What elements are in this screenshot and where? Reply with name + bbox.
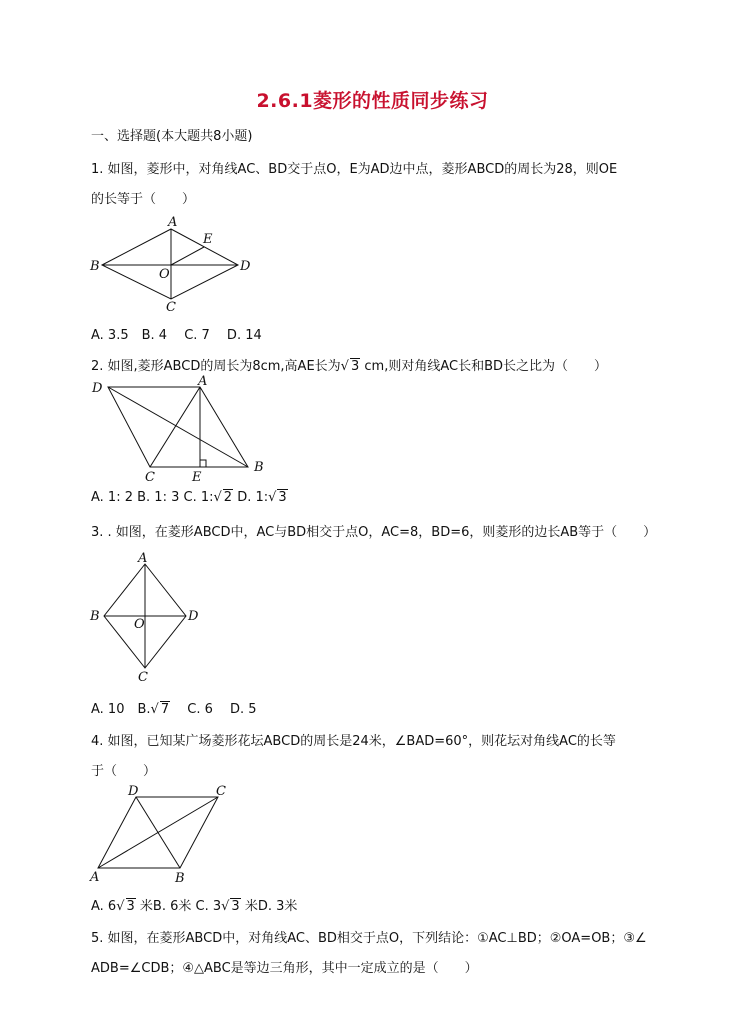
q4-options	[91, 895, 297, 914]
q2-text-a: 2. 如图,菱形ABCD的周长为8cm,高AE长为	[91, 359, 341, 374]
q1-label-c: C	[166, 300, 176, 314]
q4-option-sqrt3-c: √ 3	[221, 899, 240, 914]
q2-label-d: D	[92, 381, 103, 396]
q3-label-b: B	[90, 609, 100, 624]
q1-label-e: E	[203, 232, 213, 247]
q4-options-b: 米B. 6米 C. 3	[135, 899, 222, 914]
q4-text-line2: 于（ ）	[91, 764, 157, 779]
q1-segment-oe	[171, 247, 204, 265]
q2-label-b: B	[254, 460, 264, 475]
q2-options-a: A. 1: 2 B. 1: 3 C. 1:	[91, 490, 214, 505]
q1-text-line1: 1. 如图，菱形中，对角线AC、BD交于点O，E为AD边中点，菱形ABCD的周长为28，则OE	[91, 162, 618, 177]
q1-label-b: B	[90, 259, 100, 274]
q4-options-c: 米D. 3米	[240, 899, 298, 914]
q4-label-c: C	[216, 784, 226, 799]
section-heading: 一、选择题(本大题共8小题)	[91, 129, 253, 144]
q4-options-a: A. 6	[91, 899, 117, 914]
q3-text: 3. . 如图，在菱形ABCD中，AC与BD相交于点O，AC=8，BD=6，则菱形的边长AB等于（ ）	[91, 525, 657, 540]
page-title: 2.6.1菱形的性质同步练习	[256, 90, 489, 112]
q2-text-b: cm,则对角线AC长和BD长之比为（ ）	[360, 359, 607, 374]
q1-label-o: O	[159, 267, 170, 282]
q3-options-a: A. 10 B.	[91, 702, 151, 717]
q2-option-sqrt2-value: 2	[223, 490, 233, 505]
q2-option-sqrt2: √ 2	[213, 490, 233, 505]
q2-options	[91, 490, 288, 505]
q1-rhombus-figure	[88, 214, 258, 314]
q2-text	[91, 355, 607, 374]
q3-label-o: O	[134, 617, 145, 632]
q1-options: A. 3.5 B. 4 C. 7 D. 14	[91, 328, 262, 343]
q3-options-b: C. 6 D. 5	[170, 702, 257, 717]
q2-label-a: A	[198, 374, 208, 389]
q2-label-e: E	[192, 470, 202, 484]
q1-rhombus-outline	[102, 229, 238, 299]
q3-label-c: C	[138, 670, 148, 682]
q2-option-sqrt3: √ 3	[268, 490, 287, 505]
q3-option-sqrt7: √ 7	[150, 702, 170, 717]
q2-sqrt3-value: 3	[350, 359, 360, 374]
q4-label-b: B	[175, 871, 185, 886]
q3-option-sqrt7-value: 7	[160, 702, 170, 717]
q4-option-sqrt3-c-value: 3	[231, 899, 240, 914]
q2-label-c: C	[145, 470, 155, 484]
q4-label-d: D	[128, 784, 139, 799]
q3-rhombus-figure	[88, 550, 213, 682]
q2-diagonal-ac	[150, 387, 200, 467]
q3-label-a: A	[138, 551, 148, 566]
q1-label-d: D	[240, 259, 251, 274]
q2-option-sqrt3-value: 3	[278, 490, 287, 505]
q5-text-line2: ADB=∠CDB；④△ABC是等边三角形，其中一定成立的是（ ）	[91, 961, 478, 976]
q2-sqrt3: √ 3	[340, 359, 360, 374]
q3-label-d: D	[188, 609, 199, 624]
q2-options-b: D. 1:	[233, 490, 269, 505]
q4-rhombus-figure	[88, 782, 243, 887]
q4-diagonal-db	[136, 797, 180, 868]
q4-text-line1: 4. 如图，已知某广场菱形花坛ABCD的周长是24米，∠BAD=60°，则花坛对角线AC的长等	[91, 734, 616, 749]
q5-text-line1: 5. 如图，在菱形ABCD中，对角线AC、BD相交于点O，下列结论：①AC⊥BD；②OA=OB；③∠	[91, 931, 647, 946]
q1-label-a: A	[168, 215, 178, 230]
q2-rhombus-figure	[88, 374, 273, 484]
q4-option-sqrt3-a-value: 3	[126, 899, 135, 914]
q2-right-angle-mark	[200, 460, 206, 467]
q4-label-a: A	[90, 870, 100, 885]
q4-option-sqrt3-a: √ 3	[116, 899, 135, 914]
q1-text-line2: 的长等于（ ）	[91, 192, 196, 207]
q3-options	[91, 698, 257, 717]
